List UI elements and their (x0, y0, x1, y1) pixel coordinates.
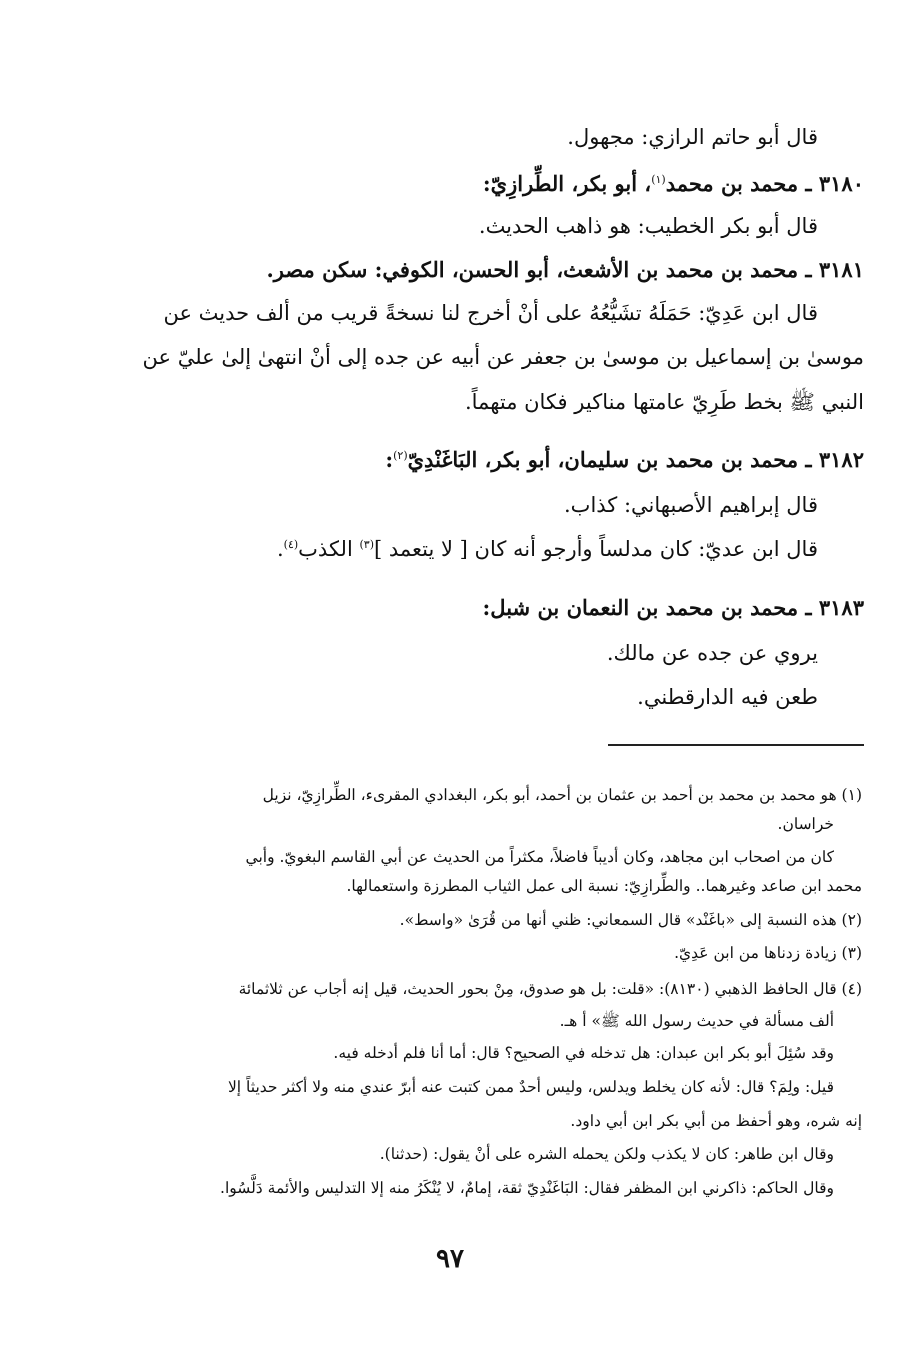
text-line: قال ابن عَدِيّ: حَمَلَهُ تشَيُّعُهُ على أنْ أخرج لنا نسخةً قريب من ألف حديث عن (163, 301, 818, 325)
footnote-marker: (٣) (359, 538, 374, 551)
footnote-line: إنه شره، وهو أحفظ من أبي بكر ابن أبي داود. (570, 1112, 862, 1130)
entry-heading-text: ٣١٨٢ ـ محمد بن محمد بن سليمان، أبو بكر، البَاغَنْدِيّ (407, 447, 864, 472)
footnote-line: ألف مسألة في حديث رسول الله ﷺ» أ هـ. (559, 1012, 834, 1030)
entry-heading-text: ٣١٨٠ ـ محمد بن محمد (665, 171, 864, 196)
footnote-line: قيل: ولِمَ؟ قال: لأنه كان يخلط ويدلس، وليس أحدٌ ممن كتبت عنه أبرّ عندي منه ولا أكثر حديثاً إلا (227, 1078, 834, 1096)
text-line: النبي ﷺ بخط طَرِيّ عامتها مناكير فكان متهماً. (464, 390, 864, 414)
footnote-line: (١) هو محمد بن محمد بن أحمد بن عثمان بن أحمد، أبو بكر، البغدادي المقرىء، الطِّرازِيّ، نزيل (262, 786, 862, 804)
footnote-marker: (٢) (393, 449, 408, 462)
entry-heading-text: : (385, 447, 394, 472)
text-span: . (276, 537, 284, 561)
footnote-marker: (٤) (283, 538, 299, 551)
footnote-line: محمد ابن صاعد وغيرهما.. والطِّرازِيّ: نسبة الى عمل الثياب المطرزة واستعمالها. (346, 877, 862, 895)
page-number: ٩٧ (436, 1244, 464, 1274)
text-line: يروي عن جده عن مالك. (606, 641, 818, 665)
entry-heading-text: ، أبو بكر، الطِّرازِيّ: (482, 171, 652, 196)
entry-heading-3181: ٣١٨١ ـ محمد بن محمد بن الأشعث، أبو الحسن، الكوفي: سكن مصر. (266, 257, 864, 282)
footnote-line: وقد سُئِلَ أبو بكر ابن عبدان: هل تدخله في الصحيح؟ قال: أما أنا فلم أدخله فيه. (333, 1044, 834, 1062)
entry-heading-3182 (0, 447, 864, 472)
footnote-line: كان من اصحاب ابن مجاهد، وكان أديباً فاضلاً، مكثراً من الحديث عن أبي القاسم البغويّ. وأبي (245, 848, 834, 866)
footnote-separator (608, 744, 864, 746)
text-span: قال ابن عديّ: كان مدلساً وأرجو أنه كان [ لا يتعمد ] (373, 537, 818, 561)
text-line: قال أبو بكر الخطيب: هو ذاهب الحديث. (478, 214, 818, 238)
text-line: موسىٰ بن إسماعيل بن موسىٰ بن جعفر عن أبيه عن جده إلى أنْ انتهىٰ إلىٰ عليّ عن (142, 345, 864, 369)
text-line: قال إبراهيم الأصبهاني: كذاب. (564, 493, 818, 517)
text-line: طعن فيه الدارقطني. (637, 685, 818, 709)
entry-heading-3183: ٣١٨٣ ـ محمد بن محمد بن النعمان بن شبل: (482, 595, 864, 620)
footnote-line: وقال الحاكم: ذاكرني ابن المظفر فقال: البَاغَنْدِيّ ثقة، إمامٌ، لا يُنْكَرُ منه إلا التدليس والأئمة دَلَّسُوا. (220, 1179, 834, 1197)
footnote-line: (٤) قال الحافظ الذهبي (٨١٣٠): «قلت: بل هو صدوق، مِنْ بحور الحديث، قيل إنه أجاب عن ثلاثمائة (238, 980, 862, 998)
footnote-marker: (١) (651, 173, 666, 186)
footnote-line: (٢) هذه النسبة إلى «باغَنْد» قال السمعاني: ظني أنها من قُرَىٰ «واسط». (399, 911, 862, 929)
footnote-line: (٣) زيادة زدناها من ابن عَدِيّ. (674, 944, 862, 962)
entry-heading-3180 (0, 171, 864, 196)
text-line: قال أبو حاتم الرازي: مجهول. (567, 125, 818, 149)
text-span: الكذب (298, 537, 360, 561)
text-line (0, 537, 818, 561)
footnote-line: خراسان. (777, 815, 834, 833)
footnote-line: وقال ابن طاهر: كان لا يكذب ولكن يحمله الشره على أنْ يقول: (حدثنا). (379, 1145, 834, 1163)
